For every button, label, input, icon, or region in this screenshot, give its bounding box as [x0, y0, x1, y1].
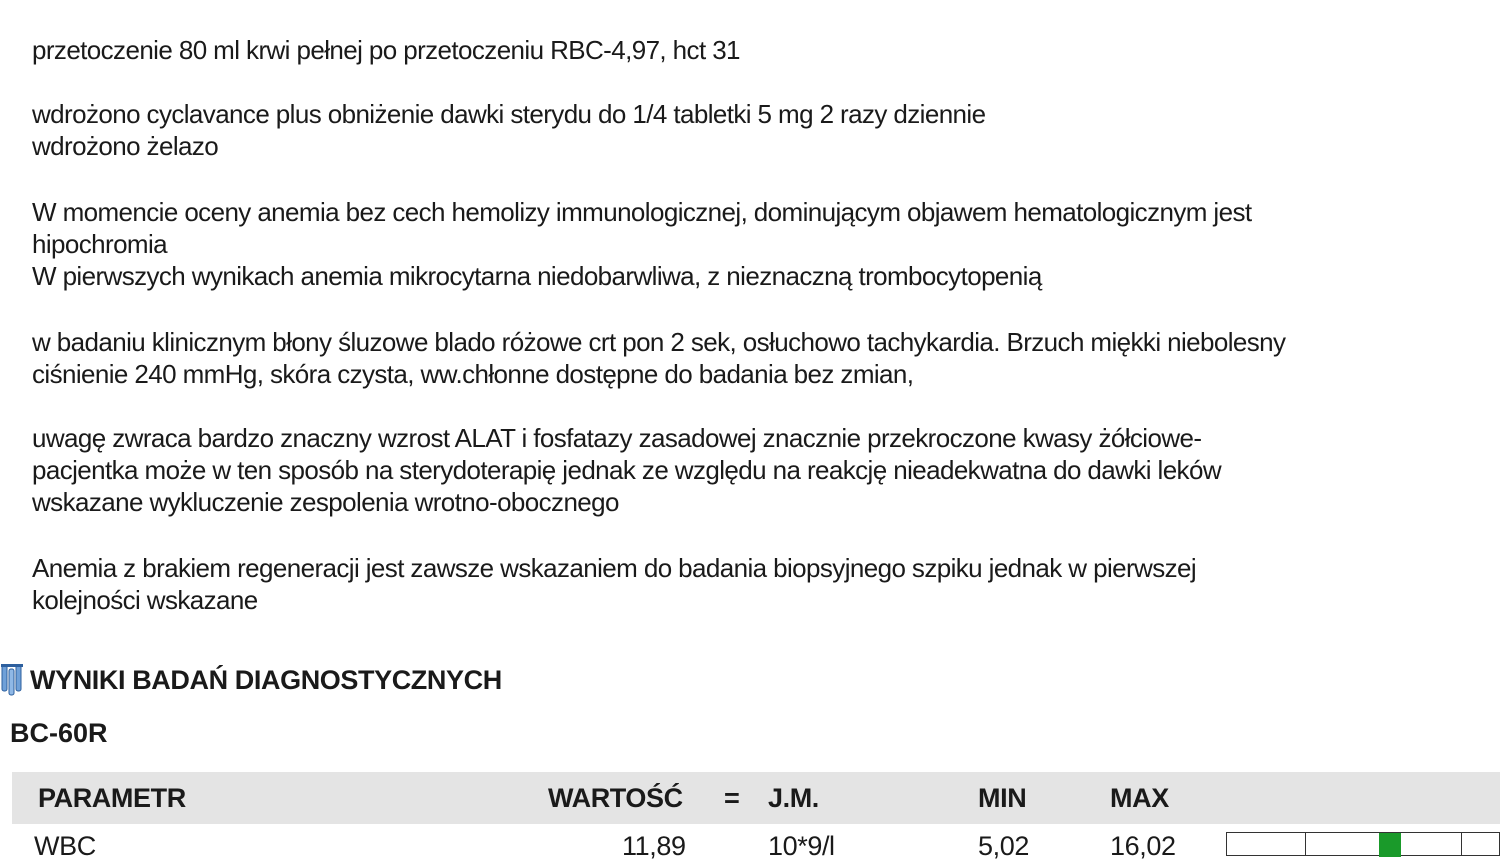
- notes-paragraph-3: [32, 196, 1251, 292]
- notes-paragraph-1: [32, 34, 740, 66]
- row-min: 5,02: [978, 831, 1029, 861]
- column-header-parametr: PARAMETR: [38, 783, 186, 813]
- column-header-max: MAX: [1110, 783, 1169, 813]
- note-line: W momencie oceny anemia bez cech hemolizy immunologicznej, dominującym objawem hematologicznym jest: [32, 197, 1252, 227]
- note-line: Anemia z brakiem regeneracji jest zawsze wskazaniem do badania biopsyjnego szpiku jednak w pierwszej: [32, 553, 1197, 583]
- results-section-heading: [0, 660, 502, 700]
- range-bar-divider: [1305, 833, 1306, 855]
- note-line: hipochromia: [32, 229, 168, 259]
- row-unit: 10*9/l: [768, 831, 835, 861]
- note-line: kolejności wskazane: [32, 585, 258, 615]
- note-line: wskazane wykluczenie zespolenia wrotno-obocznego: [32, 487, 619, 517]
- range-indicator-bar: [1226, 832, 1500, 856]
- note-line: wdrożono cyclavance plus obniżenie dawki sterydu do 1/4 tabletki 5 mg 2 razy dziennie: [32, 99, 986, 129]
- range-bar-divider: [1461, 833, 1462, 855]
- notes-paragraph-5: [32, 422, 1221, 518]
- note-line: wdrożono żelazo: [32, 131, 219, 161]
- note-line: w badaniu klinicznym błony śluzowe blado różowe crt pon 2 sek, osłuchowo tachykardia. Brzuch miękki niebolesny: [32, 327, 1286, 357]
- column-header-equals: =: [724, 783, 740, 813]
- notes-paragraph-2: [32, 98, 985, 162]
- note-line: pacjentka może w ten sposób na sterydoterapię jednak ze względu na reakcję nieadekwatna do dawki leków: [32, 455, 1221, 485]
- table-row: [12, 824, 1500, 861]
- notes-paragraph-4: [32, 326, 1285, 390]
- results-table-header: [12, 772, 1500, 824]
- column-header-unit: J.M.: [768, 783, 819, 813]
- row-param: WBC: [34, 831, 96, 861]
- row-value: 11,89: [622, 831, 686, 861]
- note-line: ciśnienie 240 mmHg, skóra czysta, ww.chłonne dostępne do badania bez zmian,: [32, 359, 914, 389]
- note-line: W pierwszych wynikach anemia mikrocytarna niedobarwliwa, z nieznaczną trombocytopenią: [32, 261, 1042, 291]
- column-header-wartosc: WARTOŚĆ: [548, 783, 683, 813]
- device-name: BC-60R: [10, 718, 108, 748]
- results-heading-text: WYNIKI BADAŃ DIAGNOSTYCZNYCH: [30, 664, 502, 695]
- column-header-min: MIN: [978, 783, 1027, 813]
- note-line: przetoczenie 80 ml krwi pełnej po przetoczeniu RBC-4,97, hct 31: [32, 35, 740, 65]
- note-line: uwagę zwraca bardzo znaczny wzrost ALAT i fosfatazy zasadowej znacznie przekroczone kwasy żółciowe-: [32, 423, 1202, 453]
- test-tube-icon: [0, 663, 28, 697]
- notes-paragraph-6: [32, 552, 1196, 616]
- row-max: 16,02: [1110, 831, 1176, 861]
- range-marker: [1379, 833, 1401, 857]
